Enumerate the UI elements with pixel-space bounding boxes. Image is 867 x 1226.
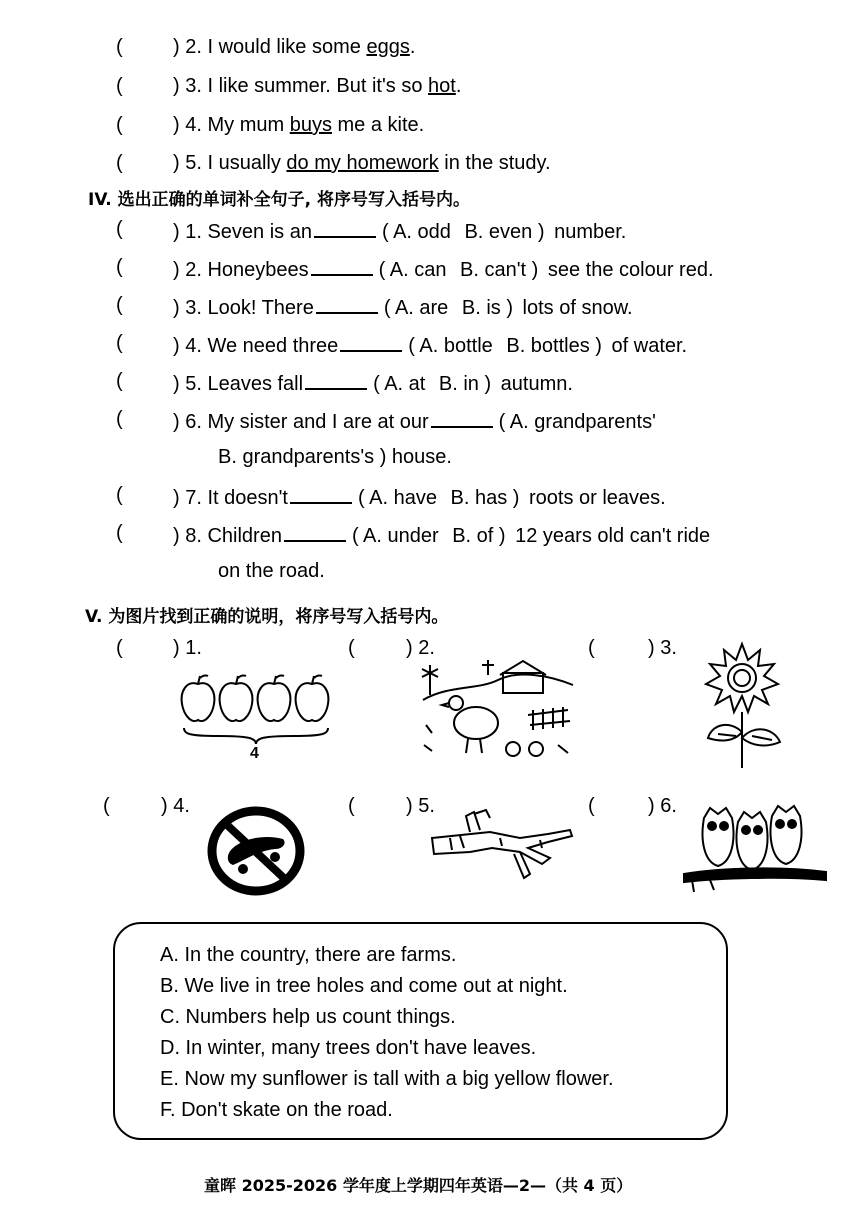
answer-paren[interactable]: ( <box>116 370 123 392</box>
pic-number-6: ) 6. <box>648 795 677 817</box>
answer-blank[interactable] <box>314 218 376 238</box>
question-suffix: see the colour red. <box>542 259 714 281</box>
question-suffix: roots or leaves. <box>523 487 666 509</box>
question-number: ) 3. <box>173 297 208 319</box>
option-b-text: B. bottles ) <box>500 335 602 357</box>
option-b-text: B. even ) <box>458 221 545 243</box>
question-prefix: Children <box>207 525 282 547</box>
sunflower-icon <box>700 640 790 770</box>
option-b-text: B. is ) <box>456 297 513 319</box>
answer-paren[interactable]: ( <box>588 637 595 659</box>
question-prefix: Seven is an <box>207 221 312 243</box>
question-prefix: It doesn't <box>207 487 288 509</box>
question-text: ) 2. I would like some eggs. <box>173 36 416 58</box>
pic-number-3: ) 3. <box>648 637 677 659</box>
question-number: ) 5. <box>173 373 208 395</box>
bare-branch-icon <box>430 808 578 883</box>
question-number: ) 8. <box>173 525 208 547</box>
answer-paren[interactable]: ( <box>116 522 123 544</box>
pic-number-4: ) 4. <box>161 795 190 817</box>
question-suffix: lots of snow. <box>516 297 633 319</box>
answer-paren[interactable]: ( <box>116 114 123 136</box>
question-suffix: of water. <box>605 335 688 357</box>
question-number: ) 1. <box>173 221 208 243</box>
answer-paren[interactable]: ( <box>116 294 123 316</box>
question-text <box>173 218 626 244</box>
question-text: ) 5. I usually do my homework in the study. <box>173 152 551 174</box>
section-iv-heading: IV. 选出正确的单词补全句子, 将序号写入括号内。 <box>88 190 471 210</box>
question-number: ) 7. <box>173 487 208 509</box>
question-text <box>173 294 633 320</box>
answer-paren[interactable]: ( <box>116 484 123 506</box>
option-a-text: ( A. are <box>383 297 449 319</box>
question-text <box>173 484 666 510</box>
answer-blank[interactable] <box>290 484 352 504</box>
option-b-text: B. in ) <box>433 373 492 395</box>
answer-paren[interactable]: ( <box>116 218 123 240</box>
answer-paren[interactable]: ( <box>116 256 123 278</box>
apple-count-label: 4 <box>250 745 259 762</box>
option-b-text: B. can't ) <box>454 259 539 281</box>
answer-paren[interactable]: ( <box>116 36 123 58</box>
option-e: E. Now my sunflower is tall with a big yellow flower. <box>160 1068 614 1090</box>
question-prefix: Leaves fall <box>207 373 304 395</box>
option-c: C. Numbers help us count things. <box>160 1006 456 1028</box>
answer-paren[interactable]: ( <box>103 795 110 817</box>
pic-number-5: ) 5. <box>406 795 435 817</box>
question-prefix: Honeybees <box>207 259 309 281</box>
answer-paren[interactable]: ( <box>348 637 355 659</box>
question-text <box>173 408 660 434</box>
question-number: ) 4. <box>173 335 208 357</box>
question-prefix: My sister and I are at our <box>207 411 429 433</box>
option-d: D. In winter, many trees don't have leaves. <box>160 1037 537 1059</box>
option-a-text: ( A. have <box>358 487 437 509</box>
option-a-text: ( A. under <box>351 525 439 547</box>
answer-paren[interactable]: ( <box>116 408 123 430</box>
answer-paren[interactable]: ( <box>116 332 123 354</box>
farm-scene-icon <box>418 655 578 760</box>
pic-number-2: ) 2. <box>406 637 435 659</box>
three-owls-icon <box>680 800 830 895</box>
option-a-text: ( A. grandparents' <box>498 411 656 433</box>
no-skateboard-sign-icon <box>205 805 307 897</box>
answer-blank[interactable] <box>305 370 367 390</box>
question-text <box>173 370 573 396</box>
page-footer: 童晖 2025-2026 学年度上学期四年英语—2—（共 4 页） <box>204 1176 633 1195</box>
answer-blank[interactable] <box>340 332 402 352</box>
question-number: ) 2. <box>173 259 208 281</box>
option-a-text: ( A. at <box>373 373 426 395</box>
question-suffix: autumn. <box>495 373 573 395</box>
answer-paren[interactable]: ( <box>116 637 123 659</box>
option-f: F. Don't skate on the road. <box>160 1099 393 1121</box>
section-v-heading: V. 为图片找到正确的说明，将序号写入括号内。 <box>85 607 449 627</box>
pic-number-1: ) 1. <box>173 637 202 659</box>
question-continuation: on the road. <box>218 560 325 582</box>
option-a: A. In the country, there are farms. <box>160 944 457 966</box>
question-text <box>173 522 710 548</box>
question-text <box>173 332 687 358</box>
answer-blank[interactable] <box>284 522 346 542</box>
option-a-text: ( A. odd <box>381 221 451 243</box>
answer-blank[interactable] <box>431 408 493 428</box>
question-text <box>173 256 714 282</box>
question-continuation: B. grandparents's ) house. <box>218 446 452 468</box>
four-apples-icon <box>178 672 338 762</box>
answer-blank[interactable] <box>316 294 378 314</box>
question-suffix: 12 years old can't ride <box>509 525 711 547</box>
option-a-text: ( A. can <box>378 259 447 281</box>
option-b-text: B. of ) <box>446 525 506 547</box>
question-suffix: number. <box>548 221 627 243</box>
option-b: B. We live in tree holes and come out at night. <box>160 975 568 997</box>
option-b-text: B. has ) <box>444 487 520 509</box>
option-a-text: ( A. bottle <box>408 335 493 357</box>
question-text: ) 3. I like summer. But it's so hot. <box>173 75 462 97</box>
answer-paren[interactable]: ( <box>348 795 355 817</box>
answer-paren[interactable]: ( <box>588 795 595 817</box>
answer-blank[interactable] <box>311 256 373 276</box>
question-prefix: We need three <box>207 335 339 357</box>
question-number: ) 6. <box>173 411 208 433</box>
answer-paren[interactable]: ( <box>116 152 123 174</box>
question-text: ) 4. My mum buys me a kite. <box>173 114 425 136</box>
answer-paren[interactable]: ( <box>116 75 123 97</box>
question-prefix: Look! There <box>207 297 314 319</box>
